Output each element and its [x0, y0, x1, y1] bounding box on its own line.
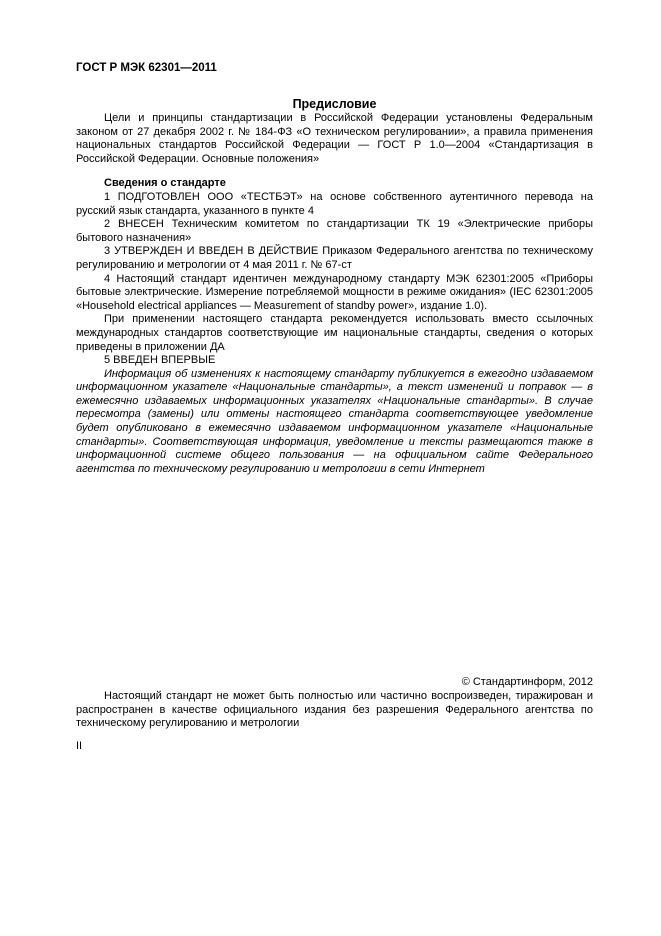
standard-info-item-5: 5 ВВЕДЕН ВПЕРВЫЕ	[104, 354, 216, 367]
copyright-line: © Стандартинформ, 2012	[461, 676, 593, 689]
standard-info-item-4: 4 Настоящий стандарт идентичен международному стандарту МЭК 62301:2005 «Приборы бытовые электрические. Измерение потребляемой мощности в режиме ожидания» (IEC 62301:2005 «Household electrical appliances — Measurement of standby power», издание 1.0).	[76, 272, 593, 312]
standard-number: ГОСТ Р МЭК 62301—2011	[76, 62, 217, 74]
section-heading-standard-info: Сведения о стандарте	[104, 177, 226, 190]
vertical-spacer	[76, 476, 593, 676]
intro-paragraph: Цели и принципы стандартизации в Российской Федерации установлены Федеральным законом от 27 декабря 2002 г. № 184-ФЗ «О техническом регулировании», а правила применения национальных стандартов Российской Федерации — ГОСТ Р 1.0—2004 «Стандартизация в Российской Федерации. Основные положения»	[76, 112, 593, 165]
standard-info-item-2: 2 ВНЕСЕН Техническим комитетом по стандартизации ТК 19 «Электрические приборы бытового назначения»	[76, 218, 593, 244]
standard-info-item-4-note: При применении настоящего стандарта рекомендуется использовать вместо ссылочных международных стандартов соответствующие им национальные стандарты, сведения о которых приведены в приложении ДА	[76, 313, 593, 353]
publication-note-paragraph: Информация об изменениях к настоящему стандарту публикуется в ежегодно издаваемом информационном указателе «Национальные стандарты», а текст изменений и поправок — в ежемесячно издаваемых информационных указателях «Национальные стандарты». В случае пересмотра (замены) или отмены настоящего стандарта соответствующее уведомление будет опубликовано в ежемесячно издаваемом информационном указателе «Национальные стандарты». Соответствующая информация, уведомление и тексты размещаются также в информационной системе общего пользования — на официальном сайте Федерального агентства по техническому регулированию и метрологии в сети Интернет	[76, 367, 593, 475]
standard-info-item-1: 1 ПОДГОТОВЛЕН ООО «ТЕСТБЭТ» на основе собственного аутентичного перевода на русский язык стандарта, указанного в пункте 4	[76, 190, 593, 217]
page-title: Предисловие	[292, 97, 377, 111]
restriction-note-paragraph: Настоящий стандарт не может быть полностью или частично воспроизведен, тиражирован и распространен в качестве официального издания без разрешения Федерального агентства по техническому регулированию и метрологии	[76, 690, 593, 730]
standard-info-item-3: 3 УТВЕРЖДЕН И ВВЕДЕН В ДЕЙСТВИЕ Приказом Федерального агентства по техническому регулированию и метрологии от 4 мая 2011 г. № 67-ст	[76, 245, 593, 271]
page-number: II	[76, 739, 83, 752]
